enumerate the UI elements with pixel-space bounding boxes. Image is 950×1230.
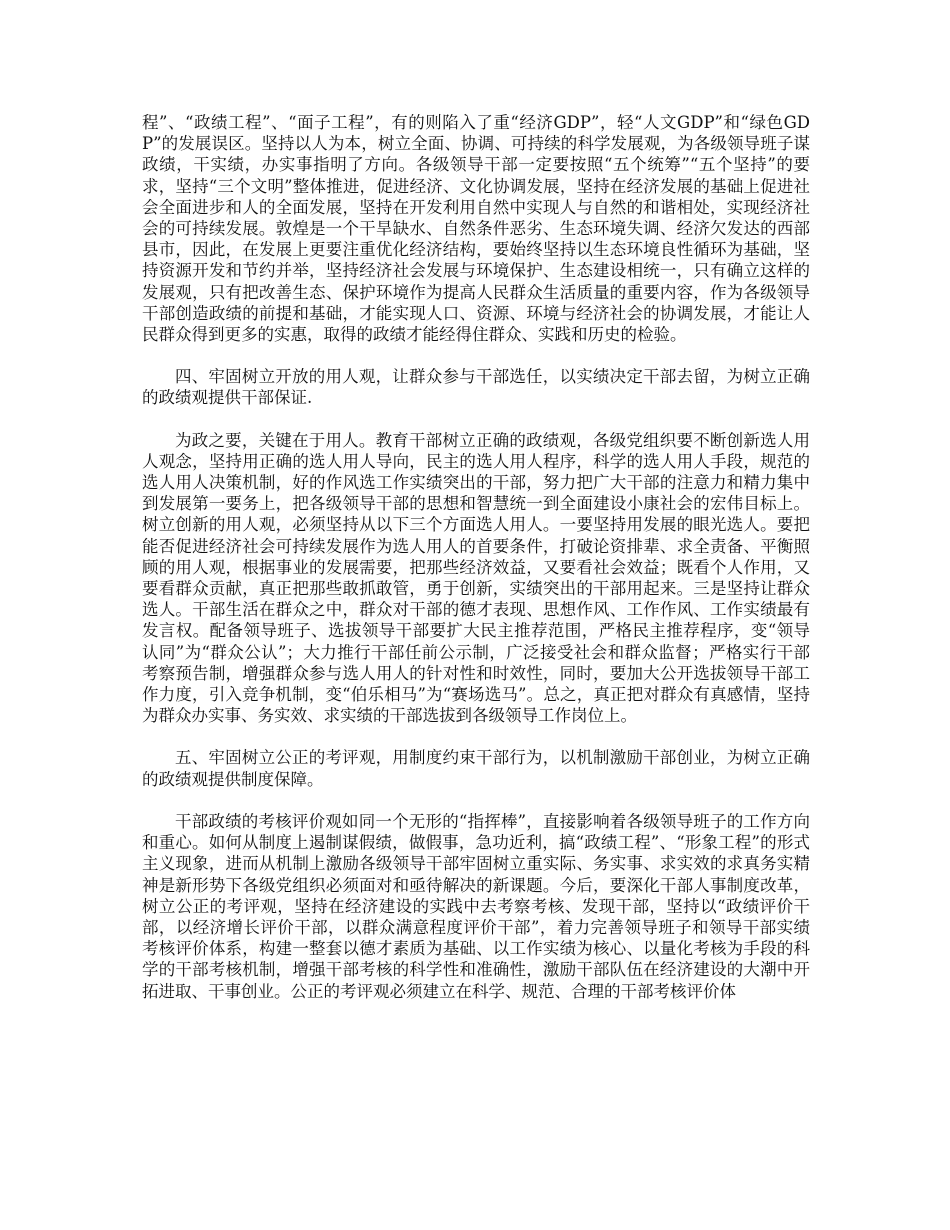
document-page xyxy=(142,112,810,1023)
paragraph-evaluation: 干部政绩的考核评价观如同一个无形的“指挥棒”，直接影响着各级领导班子的工作方向和重心。如何从制度上遏制谋假绩，做假事，急功近利，搞“政绩工程”、“形象工程”的形式主义现象，进而从机制上激励各级领导干部牢固树立重实际、务实事、求实效的求真务实精神是新形势下各级党组织必须面对和亟待解决的新课题。今后，要深化干部人事制度改革，树立公正的考评观，坚持在经济建设的实践中去考察考核、发现干部，坚持以“政绩评价干部，以经济增长评价干部，以群众满意程度评价干部”，着力完善领导班子和领导干部实绩考核评价体系，构建一整套以德才素质为基础、以工作实绩为核心、以量化考核为手段的科学的干部考核机制，增强干部考核的科学性和准确性，激励干部队伍在经济建设的大潮中开拓进取、干事创业。公正的考评观必须建立在科学、规范、合理的干部考核评价体 xyxy=(142,811,810,1001)
paragraph-continuation: 程”、“政绩工程”、“面子工程”，有的则陷入了重“经济GDP”，轻“人文GDP”和“绿色GDP”的发展误区。坚持以人为本，树立全面、协调、可持续的科学发展观，为各级领导班子谋政绩，干实绩，办实事指明了方向。各级领导干部一定要按照“五个统筹”“五个坚持”的要求，坚持“三个文明”整体推进，促进经济、文化协调发展，坚持在经济发展的基础上促进社会全面进步和人的全面发展，坚持在开发利用自然中实现人与自然的和谐相处，实现经济社会的可持续发展。敦煌是一个干旱缺水、自然条件恶劣、生态环境失调、经济欠发达的西部县市，因此，在发展上更要注重优化经济结构，要始终坚持以生态环境良性循环为基础，坚持资源开发和节约并举，坚持经济社会发展与环境保护、生态建设相统一，只有确立这样的发展观，只有把改善生态、保护环境作为提高人民群众生活质量的重要内容，作为各级领导干部创造政绩的前提和基础，才能实现人口、资源、环境与经济社会的协调发展，才能让人民群众得到更多的实惠，取得的政绩才能经得住群众、实践和历史的检验。 xyxy=(142,113,810,345)
section-heading-four: 四、牢固树立开放的用人观，让群众参与干部选任，以实绩决定干部去留，为树立正确的政绩观提供干部保证. xyxy=(142,367,810,408)
section-heading-five: 五、牢固树立公正的考评观，用制度约束干部行为，以机制激励干部创业，为树立正确的政绩观提供制度保障。 xyxy=(142,748,810,789)
paragraph-personnel: 为政之要，关键在于用人。教育干部树立正确的政绩观，各级党组织要不断创新选人用人观念，坚持用正确的选人用人导向，民主的选人用人程序，科学的选人用人手段，规范的选人用人决策机制，好的作风选工作实绩突出的干部，努力把广大干部的注意力和精力集中到发展第一要务上，把各级领导干部的思想和智慧统一到全面建设小康社会的宏伟目标上。树立创新的用人观，必须坚持从以下三个方面选人用人。一要坚持用发展的眼光选人。要把能否促进经济社会可持续发展作为选人用人的首要条件，打破论资排辈、求全责备、平衡照顾的用人观，根据事业的发展需要，把那些经济效益，又要看社会效益；既看个人作用，又要看群众贡献，真正把那些敢抓敢管，勇于创新，实绩突出的干部用起来。三是坚持让群众选人。干部生活在群众之中，群众对干部的德才表现、思想作风、工作作风、工作实绩最有发言权。配备领导班子、选拔领导干部要扩大民主推荐范围，严格民主推荐程序，变“领导认同”为“群众公认”；大力推行干部任前公示制，广泛接受社会和群众监督；严格实行干部考察预告制，增强群众参与选人用人的针对性和时效性，同时，要加大公开选拔领导干部工作力度，引入竞争机制，变“伯乐相马”为“赛场选马”。总之，真正把对群众有真感情，坚持为群众办实事、务实效、求实绩的干部选拔到各级领导工作岗位上。 xyxy=(142,430,810,726)
